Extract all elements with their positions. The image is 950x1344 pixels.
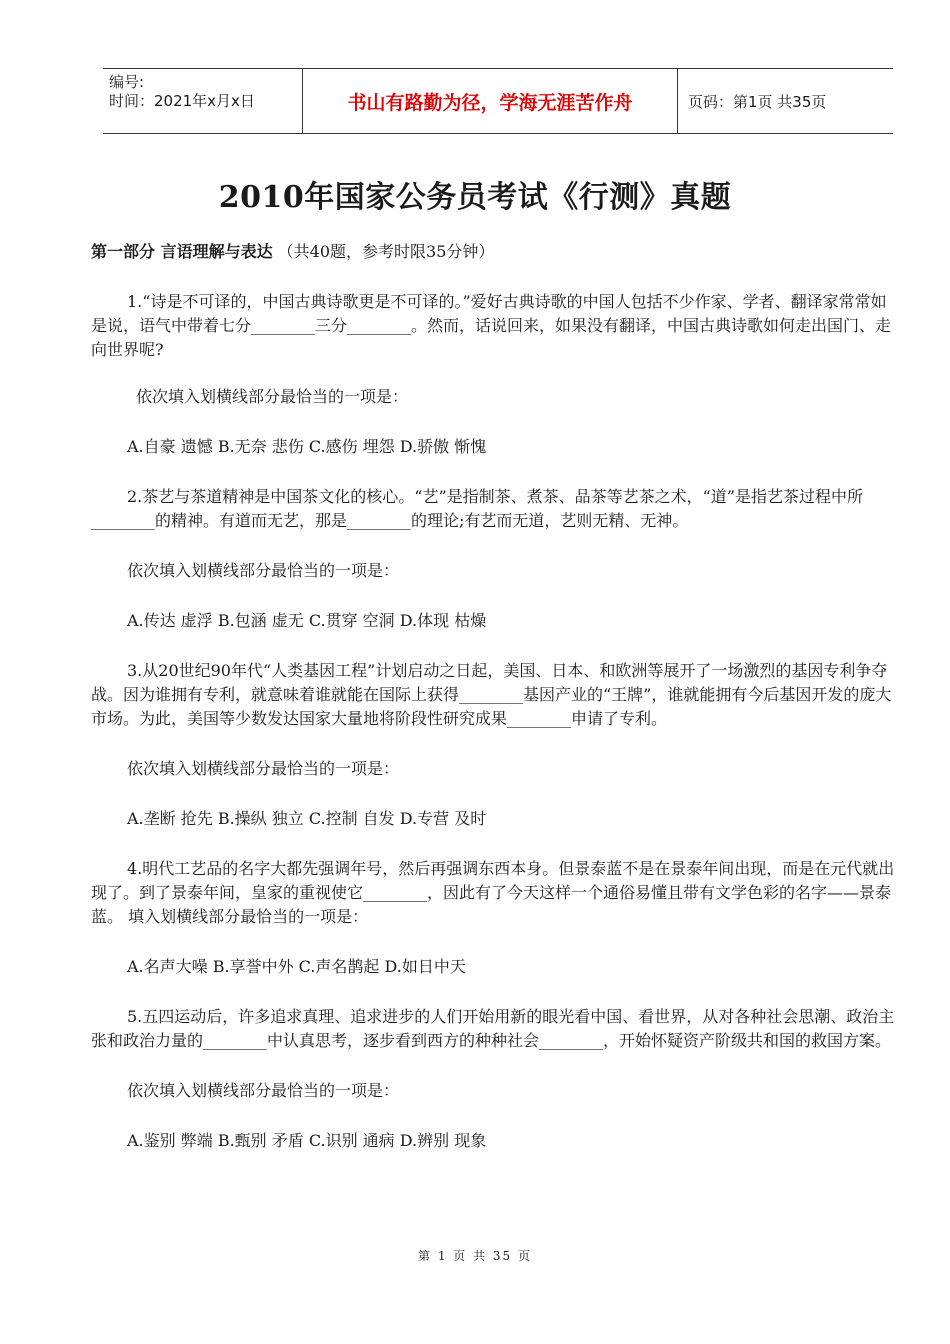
page-footer: 第 1 页 共 35 页 [418, 1249, 532, 1263]
number-label: 编号: [109, 73, 145, 91]
question-3-options: A.垄断 抢先 B.操纵 独立 C.控制 自发 D.专营 及时 [127, 809, 487, 828]
question-5-prompt: 依次填入划横线部分最恰当的一项是： [127, 1081, 400, 1100]
question-3: 3.从20世纪90年代“人类基因工程”计划启动之日起，美国、日本、和欧洲等展开了一场激烈的基因专利争夺战。因为谁拥有专利，就意味着谁就能在国际上获得________基因产业的“王牌”，谁就能拥有今后基因开发的庞大市场。为此，美国等少数发达国家大量地将阶段性研究成果________申请了专利。 [91, 661, 892, 728]
question-1-options: A.自豪 遗憾 B.无奈 悲伤 C.感伤 埋怨 D.骄傲 惭愧 [127, 437, 487, 456]
header-meta-cell [103, 69, 303, 133]
question-5: 5.五四运动后，许多追求真理、追求进步的人们开始用新的眼光看中国、看世界，从对各种社会思潮、政治主张和政治力量的________中认真思考，逐步看到西方的种种社会________，开始怀疑资产阶级共和国的救国方案。 [91, 1007, 895, 1050]
question-1: 1.“诗是不可译的，中国古典诗歌更是不可译的。”爱好古典诗歌的中国人包括不少作家、学者、翻译家常常如是说，语气中带着七分________三分________。然而，话说回来，如果没有翻译，中国古典诗歌如何走出国门、走向世界呢? [91, 292, 892, 359]
section-heading: 第一部分 言语理解与表达 [91, 242, 273, 261]
document-title: 2010年国家公务员考试《行测》真题 [218, 180, 732, 215]
header-page-label: 页码：第1页 共35页 [688, 92, 827, 111]
header-motto: 书山有路勤为径，学海无涯苦作舟 [303, 69, 678, 133]
document-body [91, 240, 897, 1153]
question-2: 2.茶艺与茶道精神是中国茶文化的核心。“艺”是指制茶、煮茶、品茶等艺茶之术，“道”是指艺茶过程中所________的精神。有道而无艺，那是________的理论;有艺而无道，艺则无精、无神。 [91, 487, 863, 530]
section-note: （共40题，参考时限35分钟） [277, 242, 495, 261]
question-4: 4.明代工艺品的名字大都先强调年号，然后再强调东西本身。但景泰蓝不是在景泰年间出现，而是在元代就出现了。到了景泰年间，皇家的重视使它________，因此有了今天这样一个通俗易懂且带有文学色彩的名字——景泰蓝。 填入划横线部分最恰当的一项是： [91, 859, 895, 926]
question-1-prompt: 依次填入划横线部分最恰当的一项是： [136, 387, 409, 406]
section-heading-line [91, 240, 897, 264]
page-header [103, 68, 893, 134]
question-2-options: A.传达 虚浮 B.包涵 虚无 C.贯穿 空洞 D.体现 枯燥 [127, 611, 487, 630]
question-5-options: A.鉴别 弊端 B.甄别 矛盾 C.识别 通病 D.辨别 现象 [127, 1131, 487, 1150]
question-3-prompt: 依次填入划横线部分最恰当的一项是： [127, 759, 400, 778]
question-4-options: A.名声大噪 B.享誉中外 C.声名鹊起 D.如日中天 [127, 957, 466, 976]
time-label: 时间：2021年x月x日 [109, 92, 255, 110]
question-2-prompt: 依次填入划横线部分最恰当的一项是： [127, 561, 400, 580]
